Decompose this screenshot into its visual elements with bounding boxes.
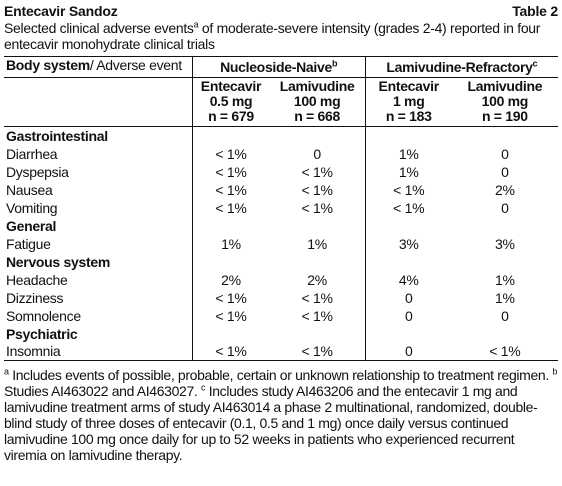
caption-text-2: of moderate-severe intensity (grades 2-4) reported in four entecavir monohydrate clinical trials xyxy=(4,20,541,53)
incidence-cell: < 1% xyxy=(192,181,269,199)
column-header-row xyxy=(4,78,558,127)
incidence-cell: < 1% xyxy=(301,199,333,216)
event-name: Insomnia xyxy=(4,343,192,361)
incidence-cell: 1% xyxy=(365,145,451,163)
incidence-cell: 4% xyxy=(365,271,451,289)
incidence-cell: < 1% xyxy=(301,289,333,306)
event-name: Vomiting xyxy=(6,199,58,216)
category-spacer-cell xyxy=(269,253,365,271)
category-spacer-cell xyxy=(452,253,558,271)
incidence-cell: 0 xyxy=(501,307,509,324)
category-row xyxy=(4,253,558,271)
incidence-cell: < 1% xyxy=(192,145,269,163)
incidence-cell: 2% xyxy=(192,271,269,289)
group-header-nucleoside-naive: Nucleoside-Naive$^b$ xyxy=(192,57,365,78)
category-label: Psychiatric xyxy=(6,325,78,342)
table-row xyxy=(4,181,558,199)
incidence-cell: < 1% xyxy=(301,307,333,324)
footnote-mark-c: c xyxy=(201,382,206,393)
incidence-cell: < 1% xyxy=(192,343,269,361)
table-row xyxy=(4,271,558,289)
incidence-cell: 3% xyxy=(495,235,515,252)
table-row xyxy=(4,307,558,325)
incidence-cell: 2% xyxy=(307,271,327,288)
table-row xyxy=(4,199,558,217)
category-spacer-cell xyxy=(192,127,269,145)
incidence-cell: < 1% xyxy=(269,343,365,361)
incidence-cell: < 1% xyxy=(192,289,269,307)
incidence-cell: < 1% xyxy=(301,181,333,198)
footnote-c-text: Includes study AI463206 and the entecavir 1 mg and lamivudine treatment arms of study AI463014 a phase 2 multinational, randomized, double-blind study of three doses of entecavir (0.1, 0.5 and 1 mg) once daily versus continued lamivudine 100 mg once daily for up to 52 weeks in patients who experienced recurrent viremia on lamivudine therapy. xyxy=(4,383,538,464)
footnote-mark-a: a xyxy=(4,366,9,377)
category-label: Nervous system xyxy=(6,253,110,270)
column-header-entecavir-05: Entecavir 0.5 mg n = 679 xyxy=(192,78,269,127)
category-spacer-cell xyxy=(365,217,451,235)
category-spacer-cell xyxy=(192,253,269,271)
event-name: Diarrhea xyxy=(6,145,58,162)
table-row xyxy=(4,163,558,181)
incidence-cell: < 1% xyxy=(192,307,269,325)
adverse-events-table xyxy=(4,56,558,361)
column-header-entecavir-1: Entecavir 1 mg n = 183 xyxy=(365,78,451,127)
incidence-cell: 0 xyxy=(365,289,451,307)
category-spacer-cell xyxy=(269,217,365,235)
category-spacer-cell xyxy=(365,325,451,343)
category-spacer-cell xyxy=(269,325,365,343)
category-row xyxy=(4,325,558,343)
incidence-cell: 1% xyxy=(495,271,515,288)
column-header-lamivudine-refractory: Lamivudine 100 mg n = 190 xyxy=(452,78,558,127)
group-header-lamivudine-refractory: Lamivudine-Refractory$^c$ xyxy=(365,57,558,78)
incidence-cell: < 1% xyxy=(192,163,269,181)
incidence-cell: 1% xyxy=(495,289,515,306)
category-label: General xyxy=(6,217,57,234)
caption-footnote-mark: a xyxy=(193,19,199,30)
incidence-cell: < 1% xyxy=(365,181,451,199)
incidence-cell: 0 xyxy=(365,343,451,361)
category-spacer-cell xyxy=(365,127,451,145)
footnote-mark-b: b xyxy=(552,366,558,377)
incidence-cell: < 1% xyxy=(365,199,451,217)
table-caption xyxy=(4,20,558,52)
table-row xyxy=(4,289,558,307)
table-row xyxy=(4,145,558,163)
category-spacer-cell xyxy=(452,325,558,343)
category-spacer-cell xyxy=(452,217,558,235)
table-body xyxy=(4,127,558,361)
group-header-row xyxy=(4,57,558,78)
incidence-cell: 0 xyxy=(501,163,509,180)
event-name: Dizziness xyxy=(6,289,64,306)
event-name: Dyspepsia xyxy=(6,163,69,180)
incidence-cell: < 1% xyxy=(301,163,333,180)
incidence-cell: 1% xyxy=(307,235,327,252)
incidence-cell: < 1% xyxy=(452,343,558,361)
category-spacer-cell xyxy=(365,253,451,271)
document-header xyxy=(4,3,558,19)
table-label: Table 2 xyxy=(512,3,558,19)
category-spacer-cell xyxy=(269,127,365,145)
incidence-cell: 1% xyxy=(365,163,451,181)
incidence-cell: 3% xyxy=(365,235,451,253)
incidence-cell: 1% xyxy=(192,235,269,253)
category-spacer-cell xyxy=(192,217,269,235)
body-system-header: Body system/ Adverse event xyxy=(4,57,192,78)
incidence-cell: 0 xyxy=(365,307,451,325)
event-name: Headache xyxy=(6,271,68,288)
footnote-b-text: Studies AI463022 and AI463027. xyxy=(4,383,201,400)
incidence-cell: 0 xyxy=(313,145,321,162)
document-title: Entecavir Sandoz xyxy=(4,3,118,19)
category-label: Gastrointestinal xyxy=(6,127,108,144)
incidence-cell: 2% xyxy=(495,181,515,198)
event-name: Somnolence xyxy=(6,307,81,324)
category-row xyxy=(4,217,558,235)
category-spacer-cell xyxy=(192,325,269,343)
event-name: Nausea xyxy=(6,181,53,198)
table-row xyxy=(4,343,558,361)
caption-text-1: Selected clinical adverse events xyxy=(4,20,194,37)
incidence-cell: < 1% xyxy=(192,199,269,217)
table-row xyxy=(4,235,558,253)
incidence-cell: 0 xyxy=(501,199,509,216)
category-row xyxy=(4,127,558,145)
incidence-cell: 0 xyxy=(501,145,509,162)
category-spacer-cell xyxy=(452,127,558,145)
event-name: Fatigue xyxy=(6,235,51,252)
footnote-a-text: Includes events of possible, probable, certain or unknown relationship to treatment regimen. xyxy=(8,367,553,384)
blank-header-cell xyxy=(4,78,192,127)
table-footnote xyxy=(4,367,558,463)
column-header-lamivudine-naive: Lamivudine 100 mg n = 668 xyxy=(269,78,365,127)
